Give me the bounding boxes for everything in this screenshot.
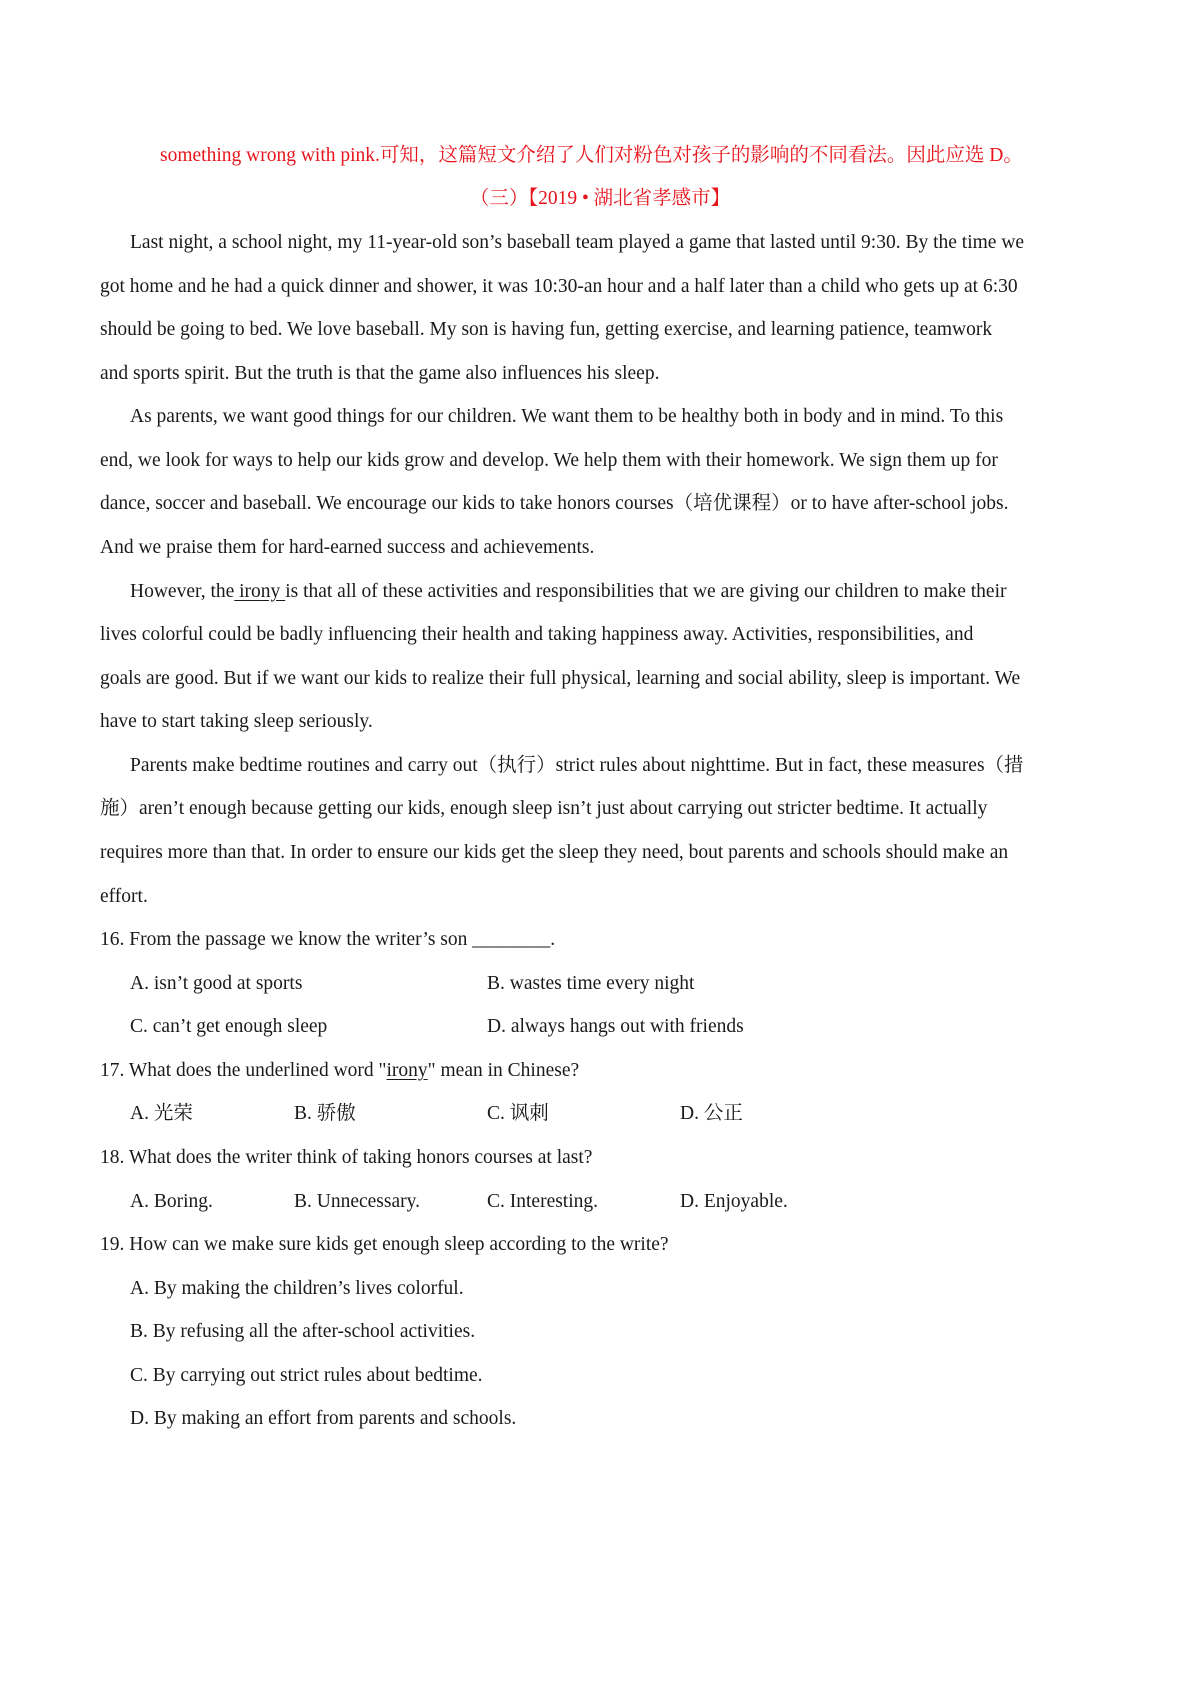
passage-line: and sports spirit. But the truth is that the game also influences his sleep. (100, 363, 660, 384)
option-b: B. Unnecessary. (294, 1191, 420, 1212)
stem-text: 17. What does the underlined word " (100, 1060, 387, 1081)
answer-note: something wrong with pink.可知，这篇短文介绍了人们对粉色对孩子的影响的不同看法。因此应选 D。 (160, 145, 1023, 166)
passage-line: got home and he had a quick dinner and shower, it was 10:30-an hour and a half later than a child who gets up at 6:30 (100, 276, 1018, 297)
underlined-word-irony: irony (386, 1060, 428, 1081)
section-heading: （三）【2019 • 湖北省孝感市】 (469, 188, 731, 209)
question-stem: 19. How can we make sure kids get enough sleep according to the write? (100, 1234, 669, 1255)
passage-line: end, we look for ways to help our kids grow and develop. We help them with their homework. We sign them up for (100, 450, 998, 471)
option-a: A. isn’t good at sports (130, 973, 303, 994)
option-b: B. 骄傲 (294, 1103, 356, 1124)
option-c: C. can’t get enough sleep (130, 1016, 328, 1037)
passage-line: have to start taking sleep seriously. (100, 711, 373, 732)
option-c: C. 讽刺 (487, 1103, 549, 1124)
option-d: D. By making an effort from parents and schools. (130, 1408, 517, 1429)
option-b: B. By refusing all the after-school activities. (130, 1321, 476, 1342)
passage-line: effort. (100, 886, 148, 907)
option-b: B. wastes time every night (487, 973, 695, 994)
passage-line: should be going to bed. We love baseball. My son is having fun, getting exercise, and learning patience, teamwork (100, 319, 993, 340)
passage-line: goals are good. But if we want our kids to realize their full physical, learning and social ability, sleep is important. We (100, 668, 1021, 689)
passage-line: lives colorful could be badly influencing their health and taking happiness away. Activities, responsibilities, and (100, 624, 974, 645)
passage-line: Parents make bedtime routines and carry out（执行）strict rules about nighttime. But in fact, these measures（措 (130, 755, 1024, 776)
option-d: D. Enjoyable. (680, 1191, 788, 1212)
option-d: D. always hangs out with friends (487, 1016, 744, 1037)
question-stem: 16. From the passage we know the writer’s son ________. (100, 929, 556, 950)
passage-line: As parents, we want good things for our children. We want them to be healthy both in body and in mind. To this (130, 406, 1004, 427)
passage-text: However, the (130, 581, 235, 602)
passage-line: Last night, a school night, my 11-year-old son’s baseball team played a game that lasted until 9:30. By the time we (130, 232, 1025, 253)
option-a: A. 光荣 (130, 1103, 193, 1124)
question-stem: 18. What does the writer think of taking honors courses at last? (100, 1147, 593, 1168)
underlined-word-irony: irony (234, 581, 286, 602)
passage-text: is that all of these activities and responsibilities that we are giving our children to make their (285, 581, 1007, 602)
passage-line: And we praise them for hard-earned success and achievements. (100, 537, 595, 558)
stem-text: " mean in Chinese? (427, 1060, 580, 1081)
option-c: C. By carrying out strict rules about bedtime. (130, 1365, 483, 1386)
passage-line: requires more than that. In order to ensure our kids get the sleep they need, bout parents and schools should make an (100, 842, 1009, 863)
passage-line: dance, soccer and baseball. We encourage our kids to take honors courses（培优课程）or to have after-school jobs. (100, 493, 1009, 514)
passage-line (130, 580, 1007, 604)
option-c: C. Interesting. (487, 1191, 599, 1212)
option-a: A. Boring. (130, 1191, 213, 1212)
question-stem (100, 1059, 579, 1083)
option-a: A. By making the children’s lives colorful. (130, 1278, 464, 1299)
option-d: D. 公正 (680, 1103, 743, 1124)
passage-line: 施）aren’t enough because getting our kids, enough sleep isn’t just about carrying out stricter bedtime. It actually (100, 798, 988, 819)
